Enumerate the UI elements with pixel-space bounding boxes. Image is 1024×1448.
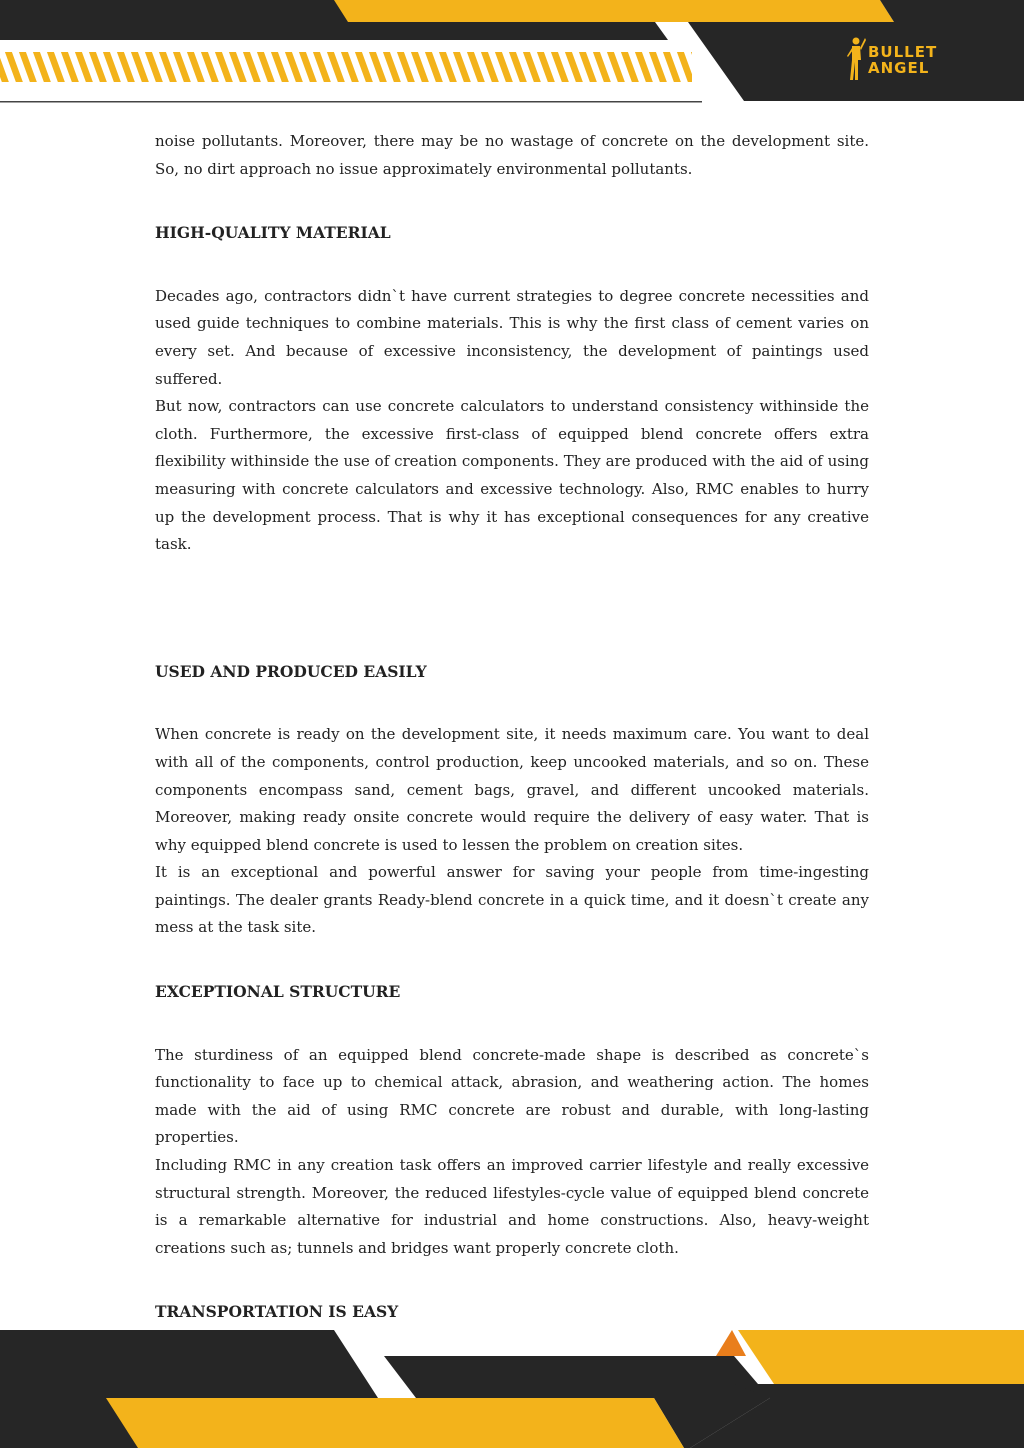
- section-1-paragraph-1: Decades ago, contractors didn`t have current strategies to degree concrete necessities and used guide techniques to combine materials. This is why the first class of cement varies on every set. And because of excessive inconsistency, the development of paintings used suffered.: [155, 286, 869, 388]
- logo-line-1: BULLET: [868, 43, 938, 61]
- runner-figure-icon: [846, 36, 866, 84]
- section-3-paragraph-2: Including RMC in any creation task offers an improved carrier lifestyle and really excessive structural strength. Moreover, the reduced lifestyles-cycle value of equipped blend concrete is a remarkable alternative for industrial and home constructions. Also, heavy-weight creations such as; tunnels and bridges want properly concrete cloth.: [155, 1156, 869, 1257]
- document-body: [155, 128, 869, 1326]
- brand-logo: [846, 36, 976, 88]
- section-3-paragraph-1: The sturdiness of an equipped blend concrete-made shape is described as concrete`s functionality to face up to chemical attack, abrasion, and weathering action. The homes made with the aid of using RMC concrete are robust and durable, with long-lasting properties.: [155, 1045, 869, 1147]
- section-1-paragraph-2: But now, contractors can use concrete calculators to understand consistency withinside the cloth. Furthermore, the excessive first-class of equipped blend concrete offers extra flexibility withinside the use of creation components. They are produced with the aid of using measuring with concrete calculators and excessive technology. Also, RMC enables to hurry up the development process. That is why it has exceptional consequences for any creative task.: [155, 397, 869, 554]
- intro-paragraph: noise pollutants. Moreover, there may be no wastage of concrete on the development site. So, no dirt approach no issue approximately environmental pollutants.: [155, 132, 869, 178]
- section-2-paragraph-2: It is an exceptional and powerful answer for saving your people from time-ingesting paintings. The dealer grants Ready-blend concrete in a quick time, and it doesn`t create any mess at the task site.: [155, 863, 869, 937]
- section-heading-high-quality-material: HIGH-QUALITY MATERIAL: [155, 223, 391, 243]
- section-heading-transportation-is-easy: TRANSPORTATION IS EASY: [155, 1302, 399, 1322]
- section-2-paragraph-1: When concrete is ready on the development site, it needs maximum care. You want to deal with all of the components, control production, keep uncooked materials, and so on. These components encompass sand, cement bags, gravel, and different uncooked materials. Moreover, making ready onsite concrete would require the delivery of easy water. That is why equipped blend concrete is used to lessen the problem on creation sites.: [155, 725, 869, 854]
- logo-line-2: ANGEL: [868, 59, 930, 77]
- section-heading-used-and-produced-easily: USED AND PRODUCED EASILY: [155, 661, 427, 681]
- section-heading-exceptional-structure: EXCEPTIONAL STRUCTURE: [155, 982, 401, 1002]
